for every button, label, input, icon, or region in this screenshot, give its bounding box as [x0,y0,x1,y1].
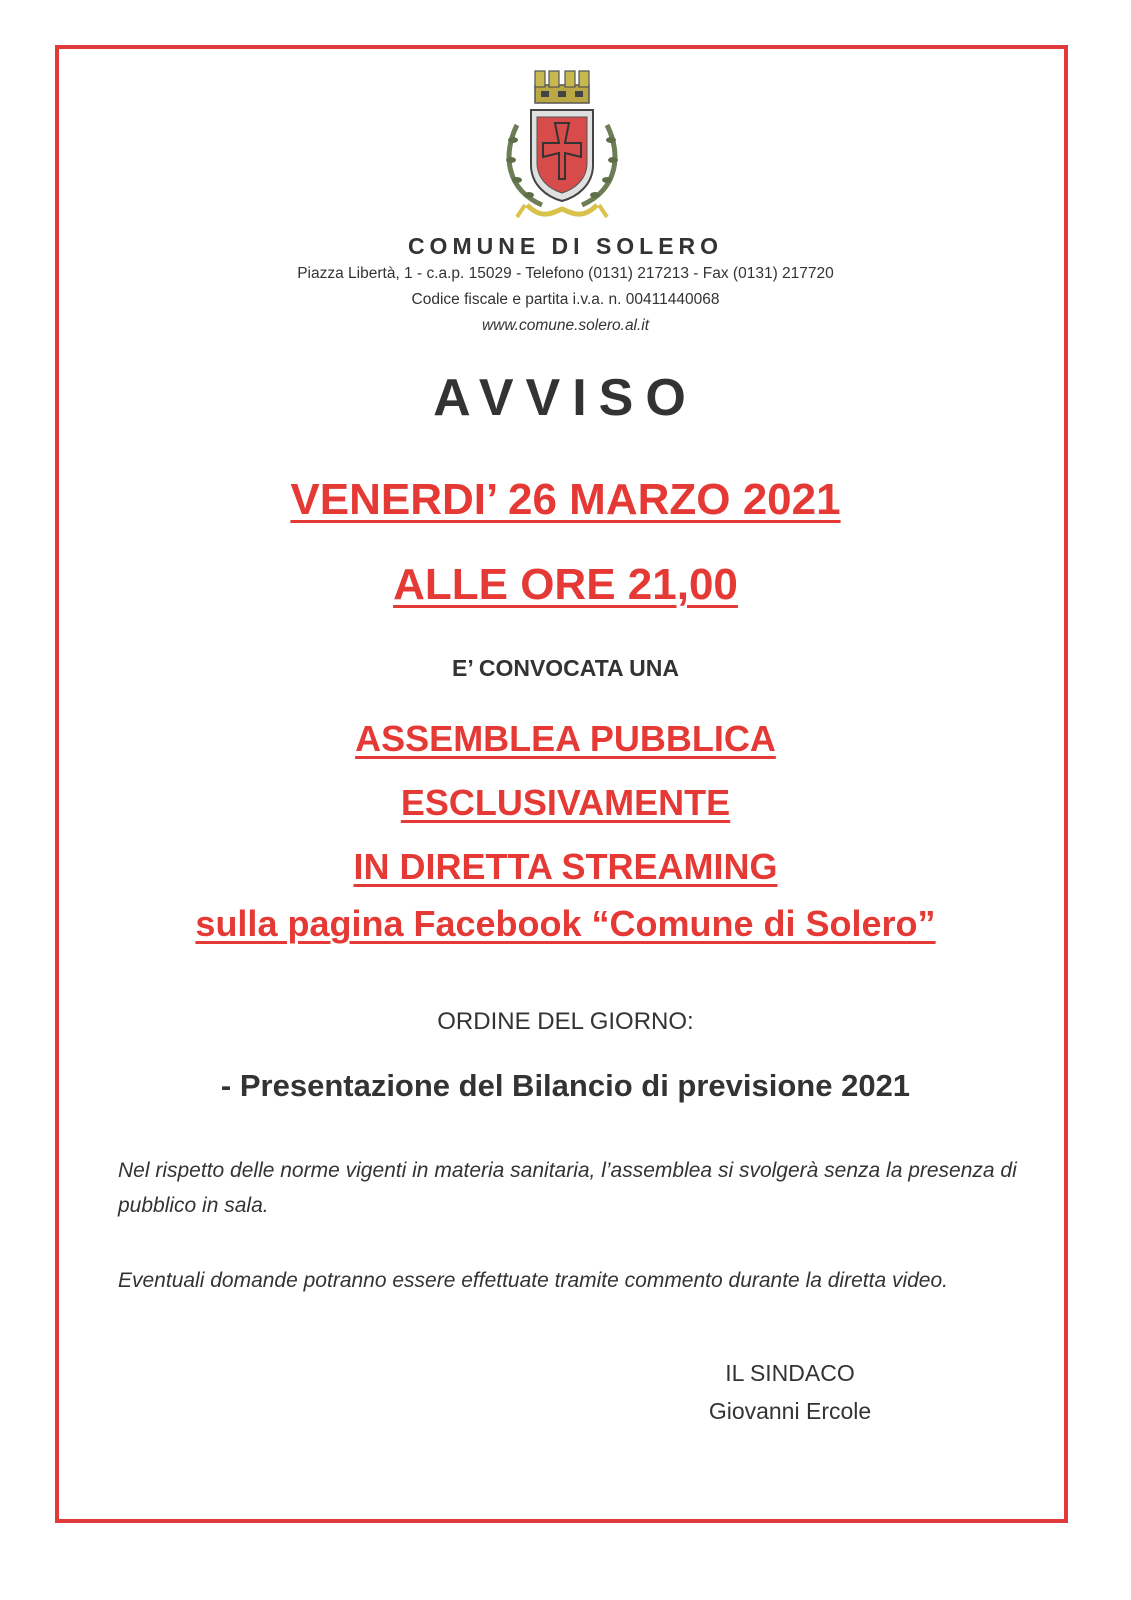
event-time: ALLE ORE 21,00 [393,560,738,609]
facebook-page-line: sulla pagina Facebook “Comune di Solero” [195,903,936,944]
agenda-item: - Presentazione del Bilancio di previsione 2021 [220,1068,911,1103]
coat-of-arms-icon [497,65,627,227]
questions-note: Eventuali domande potranno essere effettuate tramite commento durante la diretta video. [118,1269,948,1292]
fiscal-code-line: Codice fiscale e partita i.v.a. n. 00411440068 [411,291,720,308]
assembly-line-3: IN DIRETTA STREAMING [353,846,778,887]
assembly-line-1: ASSEMBLEA PUBBLICA [355,718,776,759]
signature-name: Giovanni Ercole [708,1398,872,1424]
assembly-line-2: ESCLUSIVAMENTE [400,782,731,823]
convocation-text: E’ CONVOCATA UNA [451,655,680,681]
website-link[interactable]: www.comune.solero.al.it [481,317,650,334]
municipality-name: COMUNE DI SOLERO [407,233,724,259]
signature-role: IL SINDACO [725,1360,855,1386]
notice-title: AVVISO [433,369,698,427]
health-rules-note: Nel rispetto delle norme vigenti in materia sanitaria, l’assemblea si svolgerà senza la presenza di pubblico in sala. [118,1159,1017,1217]
event-date: VENERDI’ 26 MARZO 2021 [290,475,841,524]
address-line: Piazza Libertà, 1 - c.a.p. 15029 - Telefono (0131) 217213 - Fax (0131) 217720 [297,265,834,282]
agenda-heading: ORDINE DEL GIORNO: [437,1008,694,1035]
